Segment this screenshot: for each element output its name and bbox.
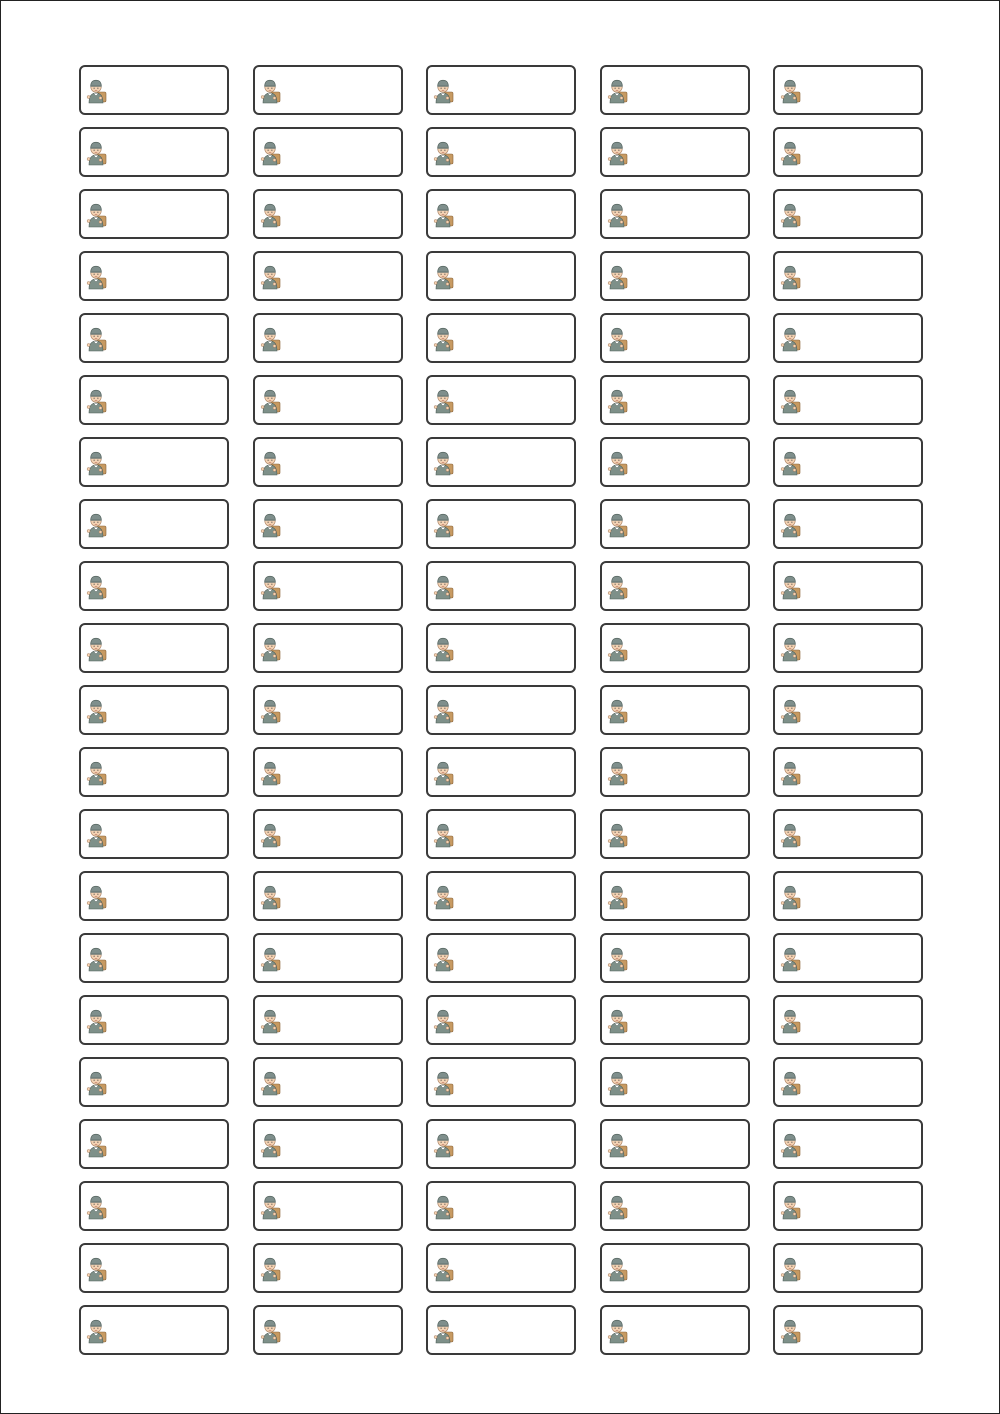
- label-grid: [79, 65, 923, 1355]
- label-cell: [773, 437, 923, 487]
- boy-with-cap-icon: [259, 76, 281, 106]
- boy-with-cap-icon: [779, 200, 801, 230]
- boy-with-cap-icon: [259, 448, 281, 478]
- label-cell: [253, 995, 403, 1045]
- boy-with-cap-icon: [432, 944, 454, 974]
- boy-with-cap-icon: [606, 696, 628, 726]
- label-cell: [253, 623, 403, 673]
- label-cell: [773, 1181, 923, 1231]
- boy-with-cap-icon: [432, 386, 454, 416]
- label-cell: [253, 1305, 403, 1355]
- label-cell: [79, 933, 229, 983]
- label-cell: [426, 623, 576, 673]
- boy-with-cap-icon: [259, 262, 281, 292]
- label-cell: [600, 127, 750, 177]
- label-cell: [426, 313, 576, 363]
- label-cell: [600, 65, 750, 115]
- label-cell: [773, 127, 923, 177]
- label-cell: [79, 809, 229, 859]
- label-cell: [79, 623, 229, 673]
- boy-with-cap-icon: [259, 572, 281, 602]
- label-cell: [600, 685, 750, 735]
- label-cell: [600, 499, 750, 549]
- boy-with-cap-icon: [259, 1254, 281, 1284]
- label-cell: [773, 1243, 923, 1293]
- label-cell: [600, 1181, 750, 1231]
- label-cell: [426, 1305, 576, 1355]
- boy-with-cap-icon: [432, 758, 454, 788]
- label-cell: [426, 809, 576, 859]
- boy-with-cap-icon: [432, 510, 454, 540]
- boy-with-cap-icon: [606, 572, 628, 602]
- boy-with-cap-icon: [779, 882, 801, 912]
- boy-with-cap-icon: [259, 1316, 281, 1346]
- boy-with-cap-icon: [85, 820, 107, 850]
- boy-with-cap-icon: [259, 1006, 281, 1036]
- label-cell: [79, 251, 229, 301]
- boy-with-cap-icon: [85, 1316, 107, 1346]
- boy-with-cap-icon: [779, 262, 801, 292]
- boy-with-cap-icon: [85, 510, 107, 540]
- boy-with-cap-icon: [779, 1316, 801, 1346]
- label-cell: [253, 1119, 403, 1169]
- boy-with-cap-icon: [432, 448, 454, 478]
- label-cell: [426, 685, 576, 735]
- boy-with-cap-icon: [606, 262, 628, 292]
- boy-with-cap-icon: [85, 76, 107, 106]
- label-cell: [79, 1181, 229, 1231]
- label-cell: [253, 127, 403, 177]
- label-cell: [600, 747, 750, 797]
- label-cell: [773, 1305, 923, 1355]
- label-cell: [773, 561, 923, 611]
- boy-with-cap-icon: [432, 138, 454, 168]
- boy-with-cap-icon: [432, 200, 454, 230]
- label-cell: [773, 623, 923, 673]
- boy-with-cap-icon: [606, 386, 628, 416]
- boy-with-cap-icon: [432, 572, 454, 602]
- boy-with-cap-icon: [259, 1130, 281, 1160]
- label-cell: [600, 933, 750, 983]
- boy-with-cap-icon: [259, 634, 281, 664]
- boy-with-cap-icon: [259, 138, 281, 168]
- label-cell: [253, 747, 403, 797]
- boy-with-cap-icon: [259, 510, 281, 540]
- label-cell: [79, 995, 229, 1045]
- label-cell: [773, 871, 923, 921]
- boy-with-cap-icon: [85, 1068, 107, 1098]
- boy-with-cap-icon: [606, 448, 628, 478]
- label-cell: [600, 623, 750, 673]
- label-cell: [426, 933, 576, 983]
- boy-with-cap-icon: [779, 510, 801, 540]
- label-cell: [773, 65, 923, 115]
- label-cell: [253, 871, 403, 921]
- boy-with-cap-icon: [432, 324, 454, 354]
- label-cell: [773, 1119, 923, 1169]
- label-cell: [253, 375, 403, 425]
- label-cell: [600, 1305, 750, 1355]
- boy-with-cap-icon: [779, 448, 801, 478]
- label-cell: [773, 995, 923, 1045]
- boy-with-cap-icon: [432, 1068, 454, 1098]
- boy-with-cap-icon: [85, 324, 107, 354]
- label-cell: [79, 1243, 229, 1293]
- boy-with-cap-icon: [606, 882, 628, 912]
- boy-with-cap-icon: [606, 820, 628, 850]
- label-cell: [773, 747, 923, 797]
- boy-with-cap-icon: [606, 324, 628, 354]
- label-cell: [773, 499, 923, 549]
- boy-with-cap-icon: [85, 386, 107, 416]
- boy-with-cap-icon: [432, 1192, 454, 1222]
- boy-with-cap-icon: [85, 200, 107, 230]
- label-cell: [79, 871, 229, 921]
- boy-with-cap-icon: [606, 76, 628, 106]
- label-cell: [600, 437, 750, 487]
- label-cell: [600, 1119, 750, 1169]
- label-cell: [79, 189, 229, 239]
- label-cell: [253, 65, 403, 115]
- label-cell: [426, 1119, 576, 1169]
- boy-with-cap-icon: [432, 882, 454, 912]
- label-cell: [253, 1243, 403, 1293]
- boy-with-cap-icon: [606, 758, 628, 788]
- boy-with-cap-icon: [259, 1192, 281, 1222]
- boy-with-cap-icon: [606, 510, 628, 540]
- boy-with-cap-icon: [606, 634, 628, 664]
- boy-with-cap-icon: [85, 1006, 107, 1036]
- label-cell: [426, 189, 576, 239]
- label-cell: [600, 1057, 750, 1107]
- boy-with-cap-icon: [606, 1192, 628, 1222]
- boy-with-cap-icon: [432, 820, 454, 850]
- boy-with-cap-icon: [779, 324, 801, 354]
- boy-with-cap-icon: [259, 696, 281, 726]
- boy-with-cap-icon: [606, 1254, 628, 1284]
- label-cell: [79, 685, 229, 735]
- label-cell: [600, 995, 750, 1045]
- boy-with-cap-icon: [779, 944, 801, 974]
- boy-with-cap-icon: [432, 1006, 454, 1036]
- boy-with-cap-icon: [779, 1006, 801, 1036]
- label-cell: [253, 1057, 403, 1107]
- label-cell: [773, 1057, 923, 1107]
- label-cell: [426, 251, 576, 301]
- label-cell: [79, 127, 229, 177]
- boy-with-cap-icon: [779, 696, 801, 726]
- boy-with-cap-icon: [85, 448, 107, 478]
- label-cell: [426, 747, 576, 797]
- boy-with-cap-icon: [779, 386, 801, 416]
- label-cell: [253, 189, 403, 239]
- label-cell: [79, 1119, 229, 1169]
- boy-with-cap-icon: [606, 200, 628, 230]
- boy-with-cap-icon: [779, 758, 801, 788]
- boy-with-cap-icon: [779, 1130, 801, 1160]
- boy-with-cap-icon: [85, 944, 107, 974]
- label-cell: [426, 1243, 576, 1293]
- label-cell: [253, 933, 403, 983]
- boy-with-cap-icon: [606, 1130, 628, 1160]
- label-cell: [79, 1057, 229, 1107]
- label-cell: [426, 1181, 576, 1231]
- label-cell: [253, 313, 403, 363]
- boy-with-cap-icon: [85, 758, 107, 788]
- boy-with-cap-icon: [259, 324, 281, 354]
- boy-with-cap-icon: [85, 1254, 107, 1284]
- boy-with-cap-icon: [779, 138, 801, 168]
- label-cell: [600, 871, 750, 921]
- boy-with-cap-icon: [432, 76, 454, 106]
- label-cell: [426, 1057, 576, 1107]
- boy-with-cap-icon: [432, 262, 454, 292]
- boy-with-cap-icon: [85, 138, 107, 168]
- boy-with-cap-icon: [259, 758, 281, 788]
- boy-with-cap-icon: [85, 572, 107, 602]
- label-cell: [79, 65, 229, 115]
- boy-with-cap-icon: [606, 944, 628, 974]
- label-cell: [253, 685, 403, 735]
- boy-with-cap-icon: [779, 572, 801, 602]
- label-cell: [79, 313, 229, 363]
- label-cell: [79, 375, 229, 425]
- label-cell: [773, 375, 923, 425]
- boy-with-cap-icon: [259, 200, 281, 230]
- label-cell: [253, 561, 403, 611]
- boy-with-cap-icon: [606, 1006, 628, 1036]
- label-cell: [253, 809, 403, 859]
- label-cell: [79, 1305, 229, 1355]
- boy-with-cap-icon: [259, 820, 281, 850]
- label-cell: [773, 189, 923, 239]
- label-cell: [79, 561, 229, 611]
- boy-with-cap-icon: [432, 696, 454, 726]
- boy-with-cap-icon: [85, 882, 107, 912]
- boy-with-cap-icon: [259, 386, 281, 416]
- boy-with-cap-icon: [779, 1254, 801, 1284]
- boy-with-cap-icon: [779, 76, 801, 106]
- boy-with-cap-icon: [779, 1192, 801, 1222]
- label-cell: [253, 1181, 403, 1231]
- boy-with-cap-icon: [432, 1254, 454, 1284]
- label-cell: [79, 499, 229, 549]
- label-cell: [773, 685, 923, 735]
- boy-with-cap-icon: [779, 634, 801, 664]
- boy-with-cap-icon: [259, 944, 281, 974]
- label-cell: [426, 437, 576, 487]
- label-cell: [600, 313, 750, 363]
- label-cell: [426, 871, 576, 921]
- label-cell: [426, 499, 576, 549]
- label-cell: [773, 251, 923, 301]
- boy-with-cap-icon: [432, 1316, 454, 1346]
- boy-with-cap-icon: [606, 138, 628, 168]
- label-cell: [79, 747, 229, 797]
- boy-with-cap-icon: [85, 262, 107, 292]
- boy-with-cap-icon: [779, 1068, 801, 1098]
- boy-with-cap-icon: [259, 1068, 281, 1098]
- label-cell: [600, 561, 750, 611]
- boy-with-cap-icon: [432, 1130, 454, 1160]
- label-cell: [600, 251, 750, 301]
- boy-with-cap-icon: [259, 882, 281, 912]
- label-cell: [773, 809, 923, 859]
- boy-with-cap-icon: [432, 634, 454, 664]
- boy-with-cap-icon: [85, 634, 107, 664]
- label-cell: [600, 189, 750, 239]
- label-cell: [426, 127, 576, 177]
- boy-with-cap-icon: [606, 1316, 628, 1346]
- label-cell: [600, 375, 750, 425]
- label-cell: [600, 1243, 750, 1293]
- label-cell: [79, 437, 229, 487]
- boy-with-cap-icon: [779, 820, 801, 850]
- label-cell: [426, 995, 576, 1045]
- label-cell: [426, 375, 576, 425]
- boy-with-cap-icon: [85, 1192, 107, 1222]
- label-cell: [773, 933, 923, 983]
- label-cell: [253, 251, 403, 301]
- label-cell: [253, 437, 403, 487]
- boy-with-cap-icon: [606, 1068, 628, 1098]
- boy-with-cap-icon: [85, 1130, 107, 1160]
- label-cell: [600, 809, 750, 859]
- boy-with-cap-icon: [85, 696, 107, 726]
- label-cell: [426, 561, 576, 611]
- label-cell: [773, 313, 923, 363]
- label-cell: [426, 65, 576, 115]
- label-cell: [253, 499, 403, 549]
